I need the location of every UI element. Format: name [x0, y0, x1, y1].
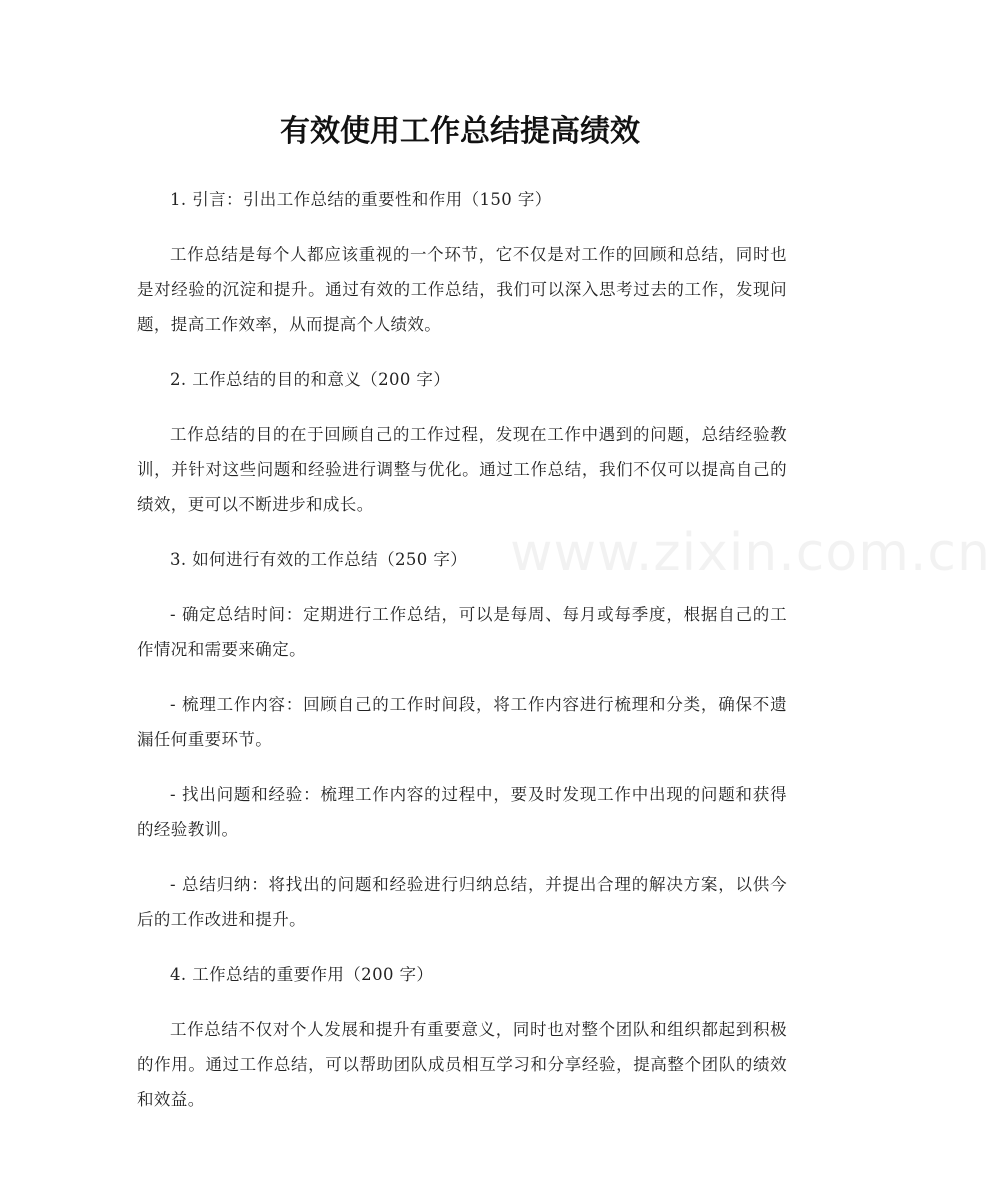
paragraph-purpose: 工作总结的目的在于回顾自己的工作过程，发现在工作中遇到的问题，总结经验教训，并针对这些问题和经验进行调整与优化。通过工作总结，我们不仅可以提高自己的绩效，更可以不断进步和成长。: [137, 425, 787, 514]
paragraph-importance: 工作总结不仅对个人发展和提升有重要意义，同时也对整个团队和组织都起到积极的作用。通过工作总结，可以帮助团队成员相互学习和分享经验，提高整个团队的绩效和效益。: [137, 1020, 787, 1109]
watermark: www.zixin.com.cn: [510, 523, 991, 583]
document-body: [137, 182, 787, 1137]
section-heading-3: 3. 如何进行有效的工作总结（250 字）: [170, 550, 468, 569]
list-item-time: - 确定总结时间：定期进行工作总结，可以是每周、每月或每季度，根据自己的工作情况和需要来确定。: [137, 605, 787, 659]
section-heading-2: 2. 工作总结的目的和意义（200 字）: [170, 370, 451, 389]
section-heading-1: 1. 引言：引出工作总结的重要性和作用（150 字）: [170, 190, 552, 209]
list-item-content: - 梳理工作内容：回顾自己的工作时间段，将工作内容进行梳理和分类，确保不遗漏任何重要环节。: [137, 695, 787, 749]
paragraph-intro: 工作总结是每个人都应该重视的一个环节，它不仅是对工作的回顾和总结，同时也是对经验的沉淀和提升。通过有效的工作总结，我们可以深入思考过去的工作，发现问题，提高工作效率，从而提高个人绩效。: [137, 245, 787, 334]
list-item-summary: - 总结归纳：将找出的问题和经验进行归纳总结，并提出合理的解决方案，以供今后的工作改进和提升。: [137, 875, 787, 929]
list-item-problems: - 找出问题和经验：梳理工作内容的过程中，要及时发现工作中出现的问题和获得的经验教训。: [137, 785, 787, 839]
section-heading-4: 4. 工作总结的重要作用（200 字）: [170, 965, 434, 984]
document-title: 有效使用工作总结提高绩效: [280, 114, 640, 149]
